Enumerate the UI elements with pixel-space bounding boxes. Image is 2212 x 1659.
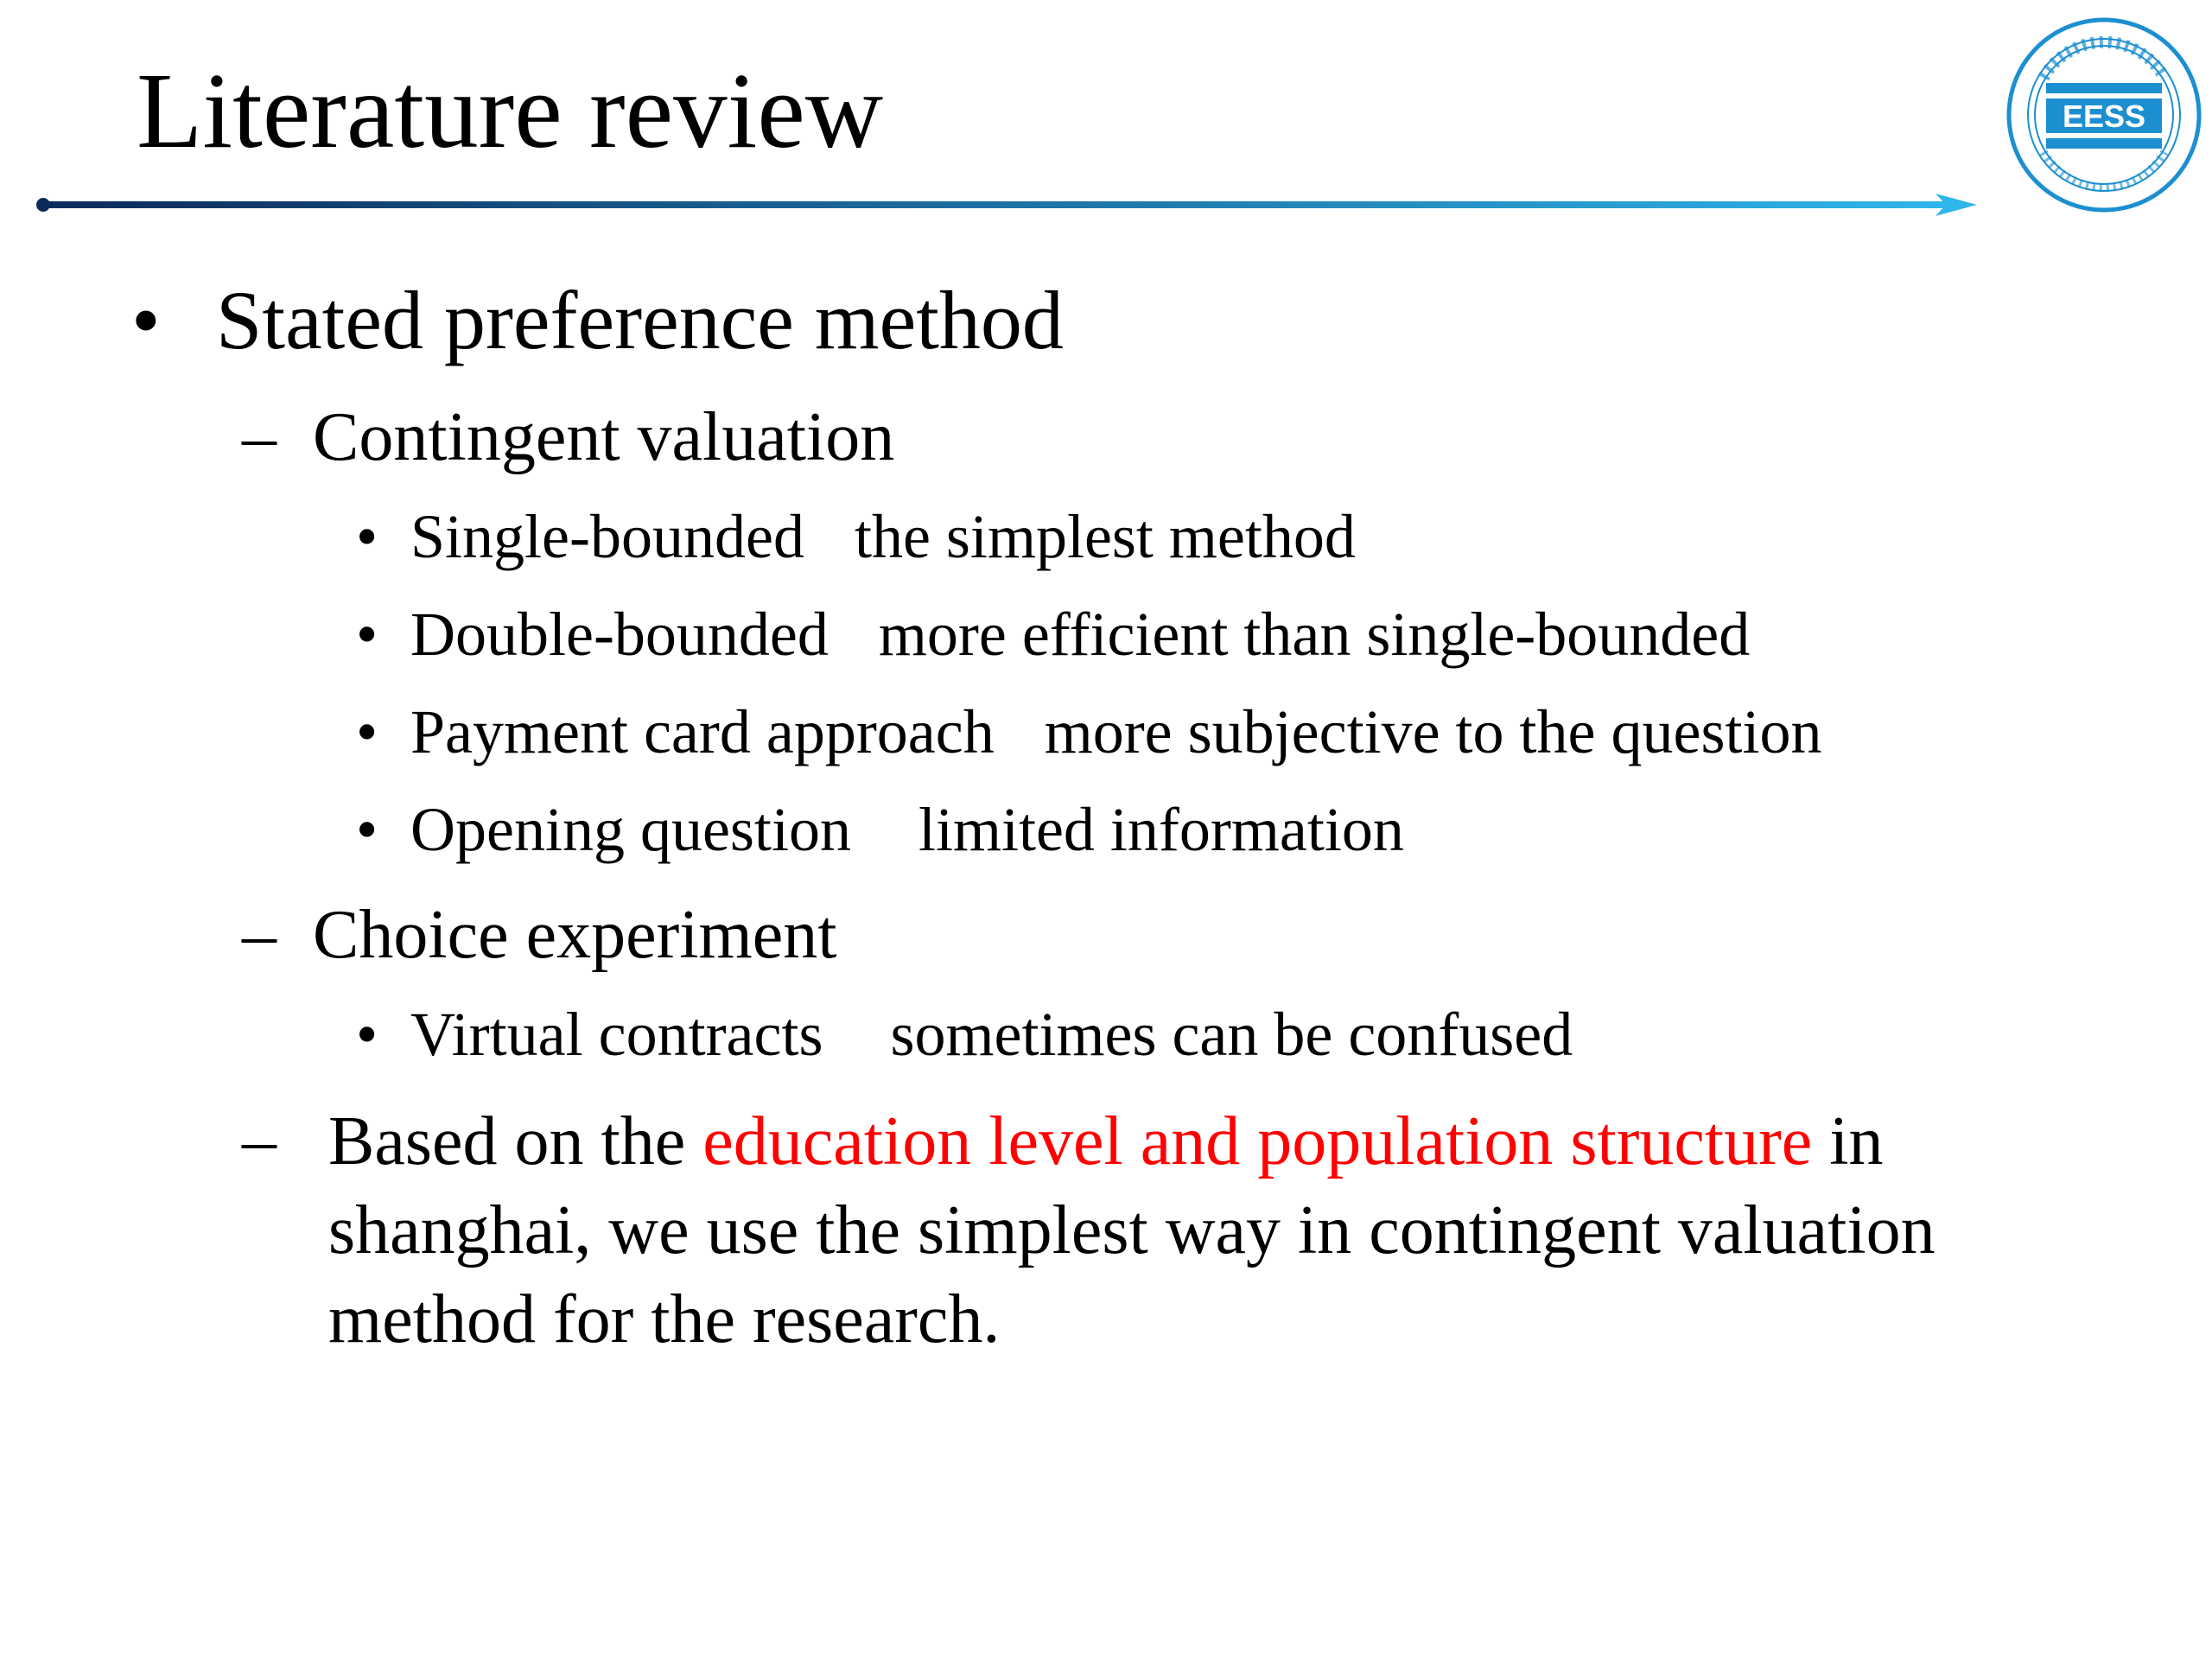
bullet-double: • — [356, 600, 378, 669]
institute-logo — [2005, 16, 2203, 214]
list-item — [410, 503, 1356, 571]
item-desc: sometimes can be confused — [890, 1000, 1573, 1069]
choice-heading: Choice experiment — [313, 897, 837, 973]
level1-bullet: • — [131, 274, 161, 366]
item-term: Virtual contracts — [410, 1000, 823, 1069]
list-item — [410, 698, 1822, 766]
bullet-opening: • — [356, 795, 378, 864]
contingent-dash: – — [242, 399, 276, 475]
item-term: Single-bounded — [410, 502, 804, 571]
level1-heading: Stated preference method — [216, 274, 1064, 366]
list-item — [410, 796, 1404, 864]
item-term: Double-bounded — [410, 600, 829, 669]
item-term: Opening question — [410, 795, 851, 864]
choice-dash: – — [242, 897, 276, 973]
contingent-heading: Contingent valuation — [313, 399, 895, 475]
slide-title: Literature review — [137, 52, 884, 171]
conclusion-text-before: Based on the — [328, 1103, 703, 1179]
item-desc: more subjective to the question — [1044, 697, 1822, 766]
bullet-payment: • — [356, 697, 378, 766]
item-term: Payment card approach — [410, 697, 995, 766]
list-item — [410, 601, 1750, 669]
conclusion-text-after: in shanghai, we use the simplest way in contingent valuation method for the research. — [328, 1103, 1936, 1357]
item-desc: more efficient than single-bounded — [878, 600, 1751, 669]
conclusion-highlight: education level and population structure — [702, 1103, 1813, 1179]
list-item — [410, 1001, 1573, 1069]
item-desc: the simplest method — [854, 502, 1356, 571]
bullet-single: • — [356, 502, 378, 571]
logo-wordmark: EESS — [2062, 99, 2146, 134]
bullet-virtual: • — [356, 1000, 378, 1069]
conclusion-paragraph — [328, 1097, 2100, 1364]
title-underline-arrow — [35, 190, 1979, 225]
conclusion-dash: – — [242, 1103, 276, 1179]
item-desc: limited information — [918, 795, 1404, 864]
